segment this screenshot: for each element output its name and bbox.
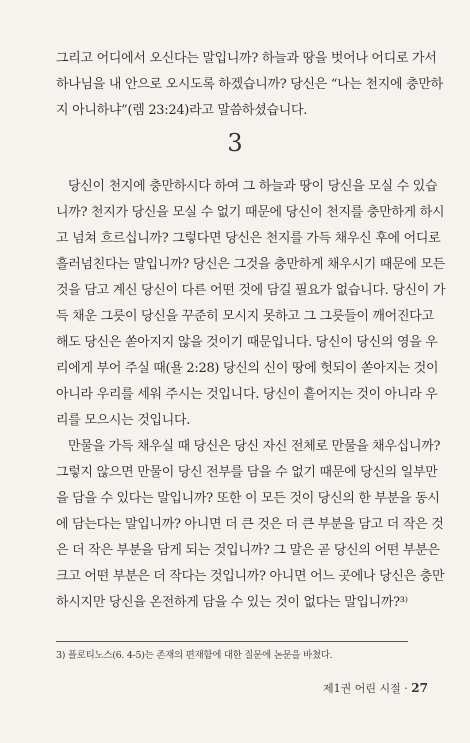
running-footer: 제1권 어린 시절 · bbox=[323, 682, 408, 695]
text-line: 하나님을 내 안으로 오시도록 하겠습니까? 당신은 “나는 천지에 충만하 bbox=[56, 77, 443, 92]
text-line: 리에게 부어 주실 때(욜 2:28) 당신의 신이 땅에 헛되이 쏟아지는 것이 bbox=[56, 361, 439, 376]
text-line: 지 아니하냐”(렘 23:24)라고 말씀하셨습니다. bbox=[56, 103, 308, 118]
footnote-divider bbox=[56, 641, 408, 642]
text-line: 당신이 천지에 충만하시다 하여 그 하늘과 땅이 당신을 모실 수 있습 bbox=[68, 179, 438, 194]
paragraph-1 bbox=[56, 174, 446, 434]
text-line: 그렇지 않으면 만물이 당신 전부를 담을 수 없기 때문에 당신의 일부만 bbox=[56, 465, 438, 480]
text-line: 만물을 가득 채우실 때 당신은 당신 자신 전체로 만물을 채우십니까? bbox=[68, 439, 441, 454]
paragraph-2 bbox=[56, 434, 445, 616]
text-line: 하시지만 당신을 온전하게 담을 수 있는 것이 없다는 말입니까?³⁾ bbox=[56, 595, 408, 610]
text-line: 니까? 천지가 당신을 모실 수 없기 때문에 당신이 천지를 충만하게 하시 bbox=[56, 205, 445, 220]
text-line: 그리고 어디에서 오신다는 말입니까? 하늘과 땅을 벗어나 어디로 가서 bbox=[56, 51, 437, 66]
text-line: 리를 모으시는 것입니다. bbox=[56, 413, 191, 428]
page-folio bbox=[323, 680, 428, 697]
text-line: 을 담을 수 있다는 말입니까? 또한 이 모든 것이 당신의 한 부분을 동시 bbox=[56, 491, 440, 506]
text-line: 흘러넘친다는 말입니까? 당신은 그것을 충만하게 채우시기 때문에 모든 bbox=[56, 257, 445, 272]
text-line: 득 채운 그릇이 당신을 꾸준히 모시지 못하고 그 그릇들이 깨어진다고 bbox=[56, 309, 434, 324]
opening-paragraph bbox=[56, 46, 443, 124]
text-line: 크고 어떤 부분은 더 작다는 것입니까? 아니면 어느 곳에나 당신은 충만 bbox=[56, 569, 445, 584]
text-line: 해도 당신은 쏟아지지 않을 것이기 때문입니다. 당신이 당신의 영을 우 bbox=[56, 335, 438, 350]
text-line: 에 담는다는 말입니까? 아니면 더 큰 것은 더 큰 부분을 담고 더 작은 것 bbox=[56, 517, 444, 532]
text-line: 것을 담고 계신 당신이 다른 어떤 것에 담길 필요가 없습니다. 당신이 가 bbox=[56, 283, 446, 298]
text-line: 고 넘쳐 흐르십니까? 그렇다면 당신은 천지를 가득 채우신 후에 어디로 bbox=[56, 231, 441, 246]
text-line: 아니라 우리를 세워 주시는 것입니다. 당신이 흩어지는 것이 아니라 우 bbox=[56, 387, 438, 402]
text-line: 은 더 작은 부분을 담게 되는 것입니까? 그 말은 곧 당신의 어떤 부분은 bbox=[56, 543, 440, 558]
page-number: 27 bbox=[411, 681, 428, 695]
footnote: 3) 플로티노스(6. 4-5)는 존재의 편재함에 대한 질문에 논문을 바쳤다. bbox=[56, 650, 333, 661]
section-number: 3 bbox=[227, 129, 243, 157]
